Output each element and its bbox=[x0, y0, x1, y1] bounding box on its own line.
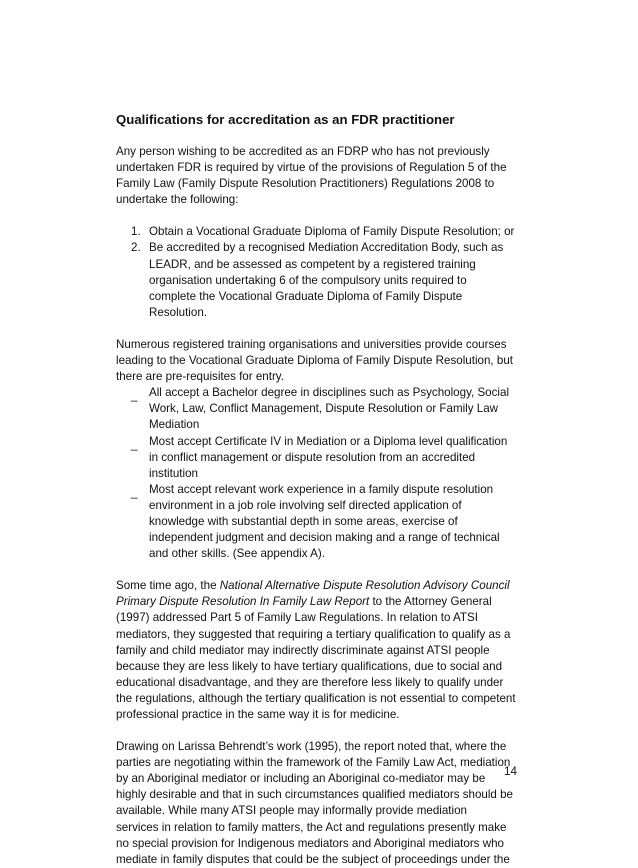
text-line: institution bbox=[149, 466, 198, 480]
text-line: the regulations, although the tertiary qualification is not essential to competent bbox=[116, 691, 516, 705]
text-line: no special provision for Indigenous mediators and Aboriginal mediators who bbox=[116, 836, 504, 850]
text-line: highly desirable and that in such circumstances qualified mediators should be bbox=[116, 788, 513, 802]
text-line: by an Aboriginal mediator or including an Aboriginal co-mediator may be bbox=[116, 772, 486, 786]
text-line: family and child mediator may indirectly discriminate against ATSI people bbox=[116, 643, 490, 657]
intro-paragraph bbox=[116, 144, 536, 208]
text-line: Be accredited by a recognised Mediation Accreditation Body, such as bbox=[149, 241, 504, 255]
numbered-list bbox=[116, 224, 536, 321]
text-line: Any person wishing to be accredited as an FDRP who has not previously bbox=[116, 145, 490, 158]
behrendt-paragraph bbox=[116, 739, 536, 868]
text-line: mediators, they suggested that requiring a tertiary qualification to qualify as a bbox=[116, 627, 511, 641]
text-line: there are pre-requisites for entry. bbox=[116, 370, 284, 384]
text-line: Mediation bbox=[149, 418, 200, 432]
text-line: undertaken FDR is required by virtue of the provisions of Regulation 5 of the bbox=[116, 161, 507, 175]
text-line: (1997) addressed Part 5 of Family Law Regulations. In relation to ATSI bbox=[116, 611, 478, 625]
text-line: Family Law (Family Dispute Resolution Practitioners) Regulations 2008 to bbox=[116, 177, 495, 191]
list-number: 2. bbox=[131, 241, 141, 255]
text-line: services in relation to family matters, the Act and regulations presently make bbox=[116, 820, 507, 834]
text-line: independent judgment and decision making and a range of technical bbox=[149, 531, 500, 545]
list-number: 1. bbox=[131, 225, 141, 239]
text-line: Most accept Certificate IV in Mediation or a Diploma level qualification bbox=[149, 434, 508, 448]
document-body bbox=[116, 111, 536, 868]
bullet-list-item bbox=[116, 385, 536, 433]
numbered-list-item bbox=[116, 240, 536, 320]
text-line: Numerous registered training organisations and universities provide courses bbox=[116, 337, 507, 351]
bullet-marker: _ bbox=[131, 389, 138, 403]
text-line: undertake the following: bbox=[116, 193, 239, 207]
numbered-list-item bbox=[116, 224, 536, 240]
text-line: professional practice in the same way it is for medicine. bbox=[116, 708, 400, 721]
text-line: educational disadvantage, and they are therefore less likely to qualify under bbox=[116, 675, 504, 689]
text-line: All accept a Bachelor degree in disciplines such as Psychology, Social bbox=[149, 386, 510, 400]
text-line: because they are less likely to have tertiary qualifications, due to social and bbox=[116, 659, 503, 673]
bullet-marker: _ bbox=[131, 437, 138, 451]
text-line: mediate in family disputes that could be the subject of proceedings under the bbox=[116, 852, 510, 866]
bullet-list bbox=[116, 385, 536, 562]
text-line: complete the Vocational Graduate Diploma of Family Dispute bbox=[149, 289, 463, 303]
text-run: Some time ago, the bbox=[116, 579, 220, 593]
section-heading: Qualifications for accreditation as an FDR practitioner bbox=[116, 112, 455, 127]
text-line: organisation undertaking 6 of the compulsory units required to bbox=[149, 273, 467, 287]
text-line: Most accept relevant work experience in a family dispute resolution bbox=[149, 482, 494, 496]
text-line: LEADR, and be assessed as competent by a registered training bbox=[149, 257, 476, 271]
bullet-list-item bbox=[116, 482, 536, 562]
text-line: Drawing on Larissa Behrendt’s work (1995), the report noted that, where the bbox=[116, 740, 507, 754]
prerequisites-paragraph bbox=[116, 337, 536, 385]
italic-citation: Primary Dispute Resolution In Family Law Report bbox=[116, 595, 370, 609]
text-line: parties are negotiating within the framework of the Family Law Act, mediation bbox=[116, 756, 511, 770]
text-line: available. While many ATSI people may informally provide mediation bbox=[116, 804, 467, 818]
page-number: 14 bbox=[504, 765, 517, 778]
bullet-list-item bbox=[116, 434, 536, 482]
text-line: leading to the Vocational Graduate Diploma of Family Dispute Resolution, but bbox=[116, 354, 513, 368]
bullet-marker: _ bbox=[131, 485, 138, 499]
text-line: knowledge with substantial depth in some areas, exercise of bbox=[149, 514, 458, 528]
text-run: to the Attorney General bbox=[369, 595, 492, 609]
text-line: Resolution. bbox=[149, 305, 208, 319]
report-paragraph bbox=[116, 578, 536, 723]
text-line: in conflict management or dispute resolution from an accredited bbox=[149, 450, 476, 464]
text-line: and other skills. (See appendix A). bbox=[149, 547, 325, 561]
text-line: Obtain a Vocational Graduate Diploma of Family Dispute Resolution; or bbox=[149, 225, 515, 239]
italic-citation: National Alternative Dispute Resolution Advisory Council bbox=[219, 579, 510, 593]
text-line: Work, Law, Conflict Management, Dispute Resolution or Family Law bbox=[149, 402, 499, 416]
text-line: environment in a job role involving self directed application of bbox=[149, 498, 462, 512]
text-line bbox=[116, 578, 536, 594]
text-line bbox=[116, 594, 536, 610]
